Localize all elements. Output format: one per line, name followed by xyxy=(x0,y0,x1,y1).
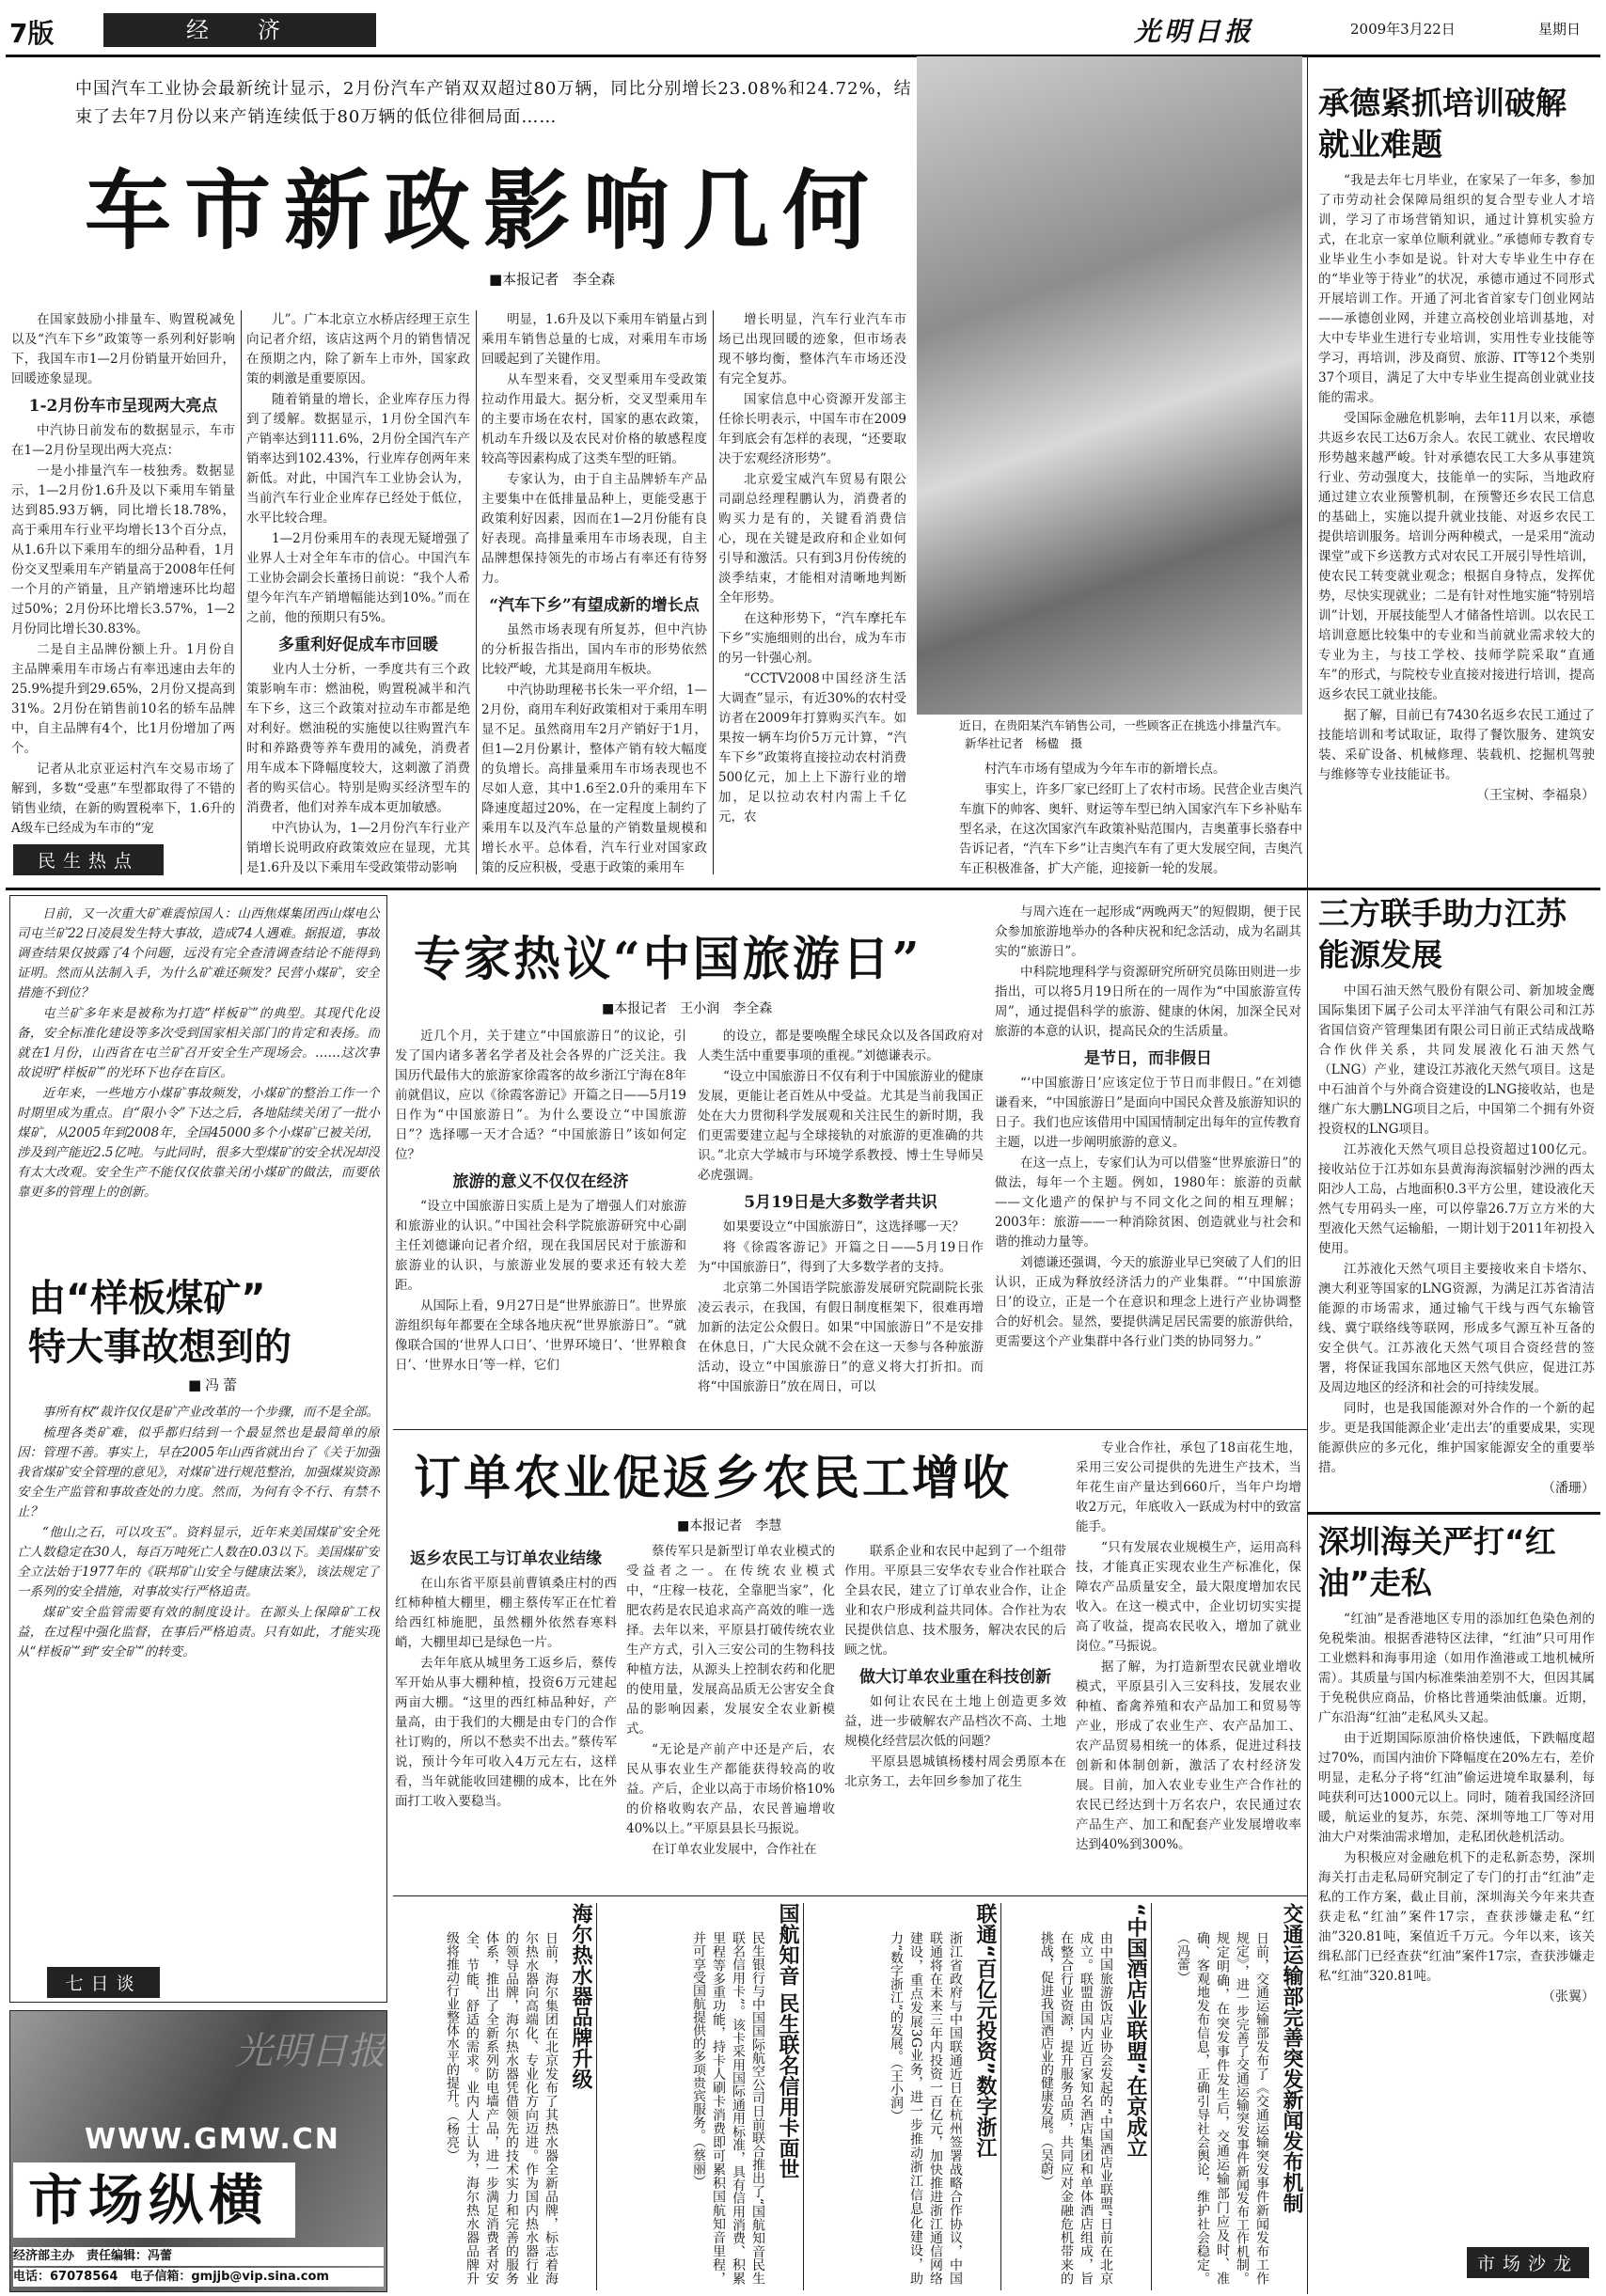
vertical-text: 日前，海尔集团在北京发布了其热水器全新品牌，标志着海尔热水器向高端化、专业化方向迈进。作为国内热水器行业的领导品牌，海尔热水器凭借领先的技术实力和完善的服务体系，推出了全新系列防电墙产品，进一步满足消费者对安全、节能、舒适的需求。业内人士认为，海尔热水器品牌升级将推动行业整体水平的提升。（杨亮） xyxy=(445,1931,559,2285)
paragraph: 事所有权“裁许仅仅是矿产业改革的一个步骤，而不是全部。 xyxy=(42,1405,379,1420)
paragraph: 去年年底从城里务工返乡后，蔡传军开始从事大棚种植，投资6万元建起两亩大棚。“这里的西红柿品种好，产量高，由于我们的大棚是由专门的合作社订购的，所以不愁卖不出去。”蔡传军说，预计今年可收入4万元左右，这样看，当年就能收回建棚的成本，比在外面打工收入要稳当。 xyxy=(395,1656,617,1809)
issue-weekday: 星期日 xyxy=(1538,21,1582,38)
paragraph: 将《徐霞客游记》开篇之日——5月19日作为“中国旅游日”，得到了大多数学者的支持。 xyxy=(698,1240,984,1275)
paragraph: “红油”是香港地区专用的添加红色染色剂的免税柴油。根据香港特区法律，“红油”只可用作工业燃料和海事用途（如用作渔港或工地机械所需）。其质量与国内标准柴油差别不大，但因其属于免税供应商品，价格比普通柴油低廉。近期，广东沿海“红油”走私风头又起。 xyxy=(1318,1612,1595,1725)
paragraph: 如果要设立“中国旅游日”，这选择哪一天？ xyxy=(723,1219,965,1234)
vertical-news-block-2 xyxy=(602,1903,799,2290)
paragraph: 中汽协日前发布的数据显示，车市在1—2月份呈现出两大亮点： xyxy=(11,423,235,458)
paragraph: 刘德谦还强调，今天的旅游业早已突破了人们的旧认识，正成为释放经济活力的产业集群。“‘中国旅游日’的设立，正是一个在意识和理念上进行产业协调整合的好机会。显然，要提供满足居民需要的旅游供给，更需要这个产业集群中各行业门类的协同努力。” xyxy=(995,1255,1301,1349)
paragraph: 江苏液化天然气项目主要接收来自卡塔尔、澳大利亚等国家的LNG资源，为满足江苏省清洁能源的市场需求，通过输气干线与西气东输管线、冀宁联络线等联网，形成多气源互补互备的安全供气。江苏液化天然气项目合资经营的签署，将保证我国东部地区天然气供应，促进江苏及周边地区的经济和社会的可持续发展。 xyxy=(1318,1262,1595,1395)
paragraph: 专家认为，由于自主品牌轿车产品主要集中在低排量品种上，更能受惠于政策利好因素，因而在1—2月份能有良好表现。高排量乘用车市场表现，自主品牌想保持领先的市场占有率还有待努力。 xyxy=(481,472,707,586)
subheading: 返乡农民工与订单农业结缘 xyxy=(410,1549,602,1568)
tourism-title: 专家热议“中国旅游日” xyxy=(414,931,922,986)
paragraph: 煤矿安全监管需要有效的制度设计。在源头上保障矿工权益，在过程中强化监督，在事后严格追责。只有如此，才能实现从“样板矿”到“安全矿”的转变。 xyxy=(17,1605,380,1659)
paragraph: “无论是产前产中还是产后，农民从事农业生产都能获得较高的收益。产后，企业以高于市场价格10%的价格收购农产品，农民普遍增收40%以上。”平原县县长马振说。 xyxy=(626,1742,835,1836)
byline: （张翼） xyxy=(1542,1989,1595,2005)
paragraph: 中国石油天然气股份有限公司、新加坡金鹰国际集团下属子公司太平洋油气有限公司和江苏省国信资产管理集团有限公司日前正式结成战略合作伙伴关系，共同发展液化石油天然气（LNG）产业，建设江苏液化天然气项目。这是中石油首个与外商合资建设的LNG接收站，也是继广东大鹏LNG项目之后，中国第二个拥有外资投资权的LNG项目。 xyxy=(1318,983,1595,1137)
farm-col-4 xyxy=(1076,1439,1301,1890)
chengde-title: 承德紧抓培训破解就业难题 xyxy=(1318,85,1567,163)
vertical-text: 日前，交通运输部发布了《交通运输突发事件新闻发布工作规定》，进一步完善了交通运输突发事件新闻发布工作机制。规定明确，在突发事件发生后，交通运输部门应及时、准确、客观地发布信息，正确引导社会舆论，维护社会稳定。（冯蕾） xyxy=(1175,1931,1269,2285)
paragraph: “设立中国旅游日实质上是为了增强人们对旅游和旅游业的认识。”中国社会科学院旅游研究中心副主任刘德谦向记者介绍，现在我国居民对于旅游和旅游业的认识，与旅游业发展的要求还有较大差距。 xyxy=(395,1199,686,1293)
tourism-col-2 xyxy=(698,1027,984,1422)
coal-body xyxy=(17,1403,380,1958)
paragraph: 从车型来看，交叉型乘用车受政策拉动作用最大。据分析，交叉型乘用车的主要市场在农村，国家的惠农政策，机动车升级以及农民对价格的敏感程度较高等因素构成了这类车型的旺销。 xyxy=(481,372,707,466)
paragraph: 在山东省平原县前曹镇桑庄村的西红柿种植大棚里，棚主蔡传军正在忙着给西红柿施肥，虽然棚外依然春寒料峭，大棚里却已是绿色一片。 xyxy=(395,1576,617,1650)
farm-col-1 xyxy=(395,1542,617,1890)
paragraph: 虽然市场表现有所复苏，但中汽协的分析报告指出，国内车市的形势依然比较严峻，尤其是商用车板块。 xyxy=(481,622,707,677)
section-label: 经 济 xyxy=(103,13,376,47)
vertical-news-block-1 xyxy=(395,1903,592,2290)
tourism-col-3 xyxy=(995,903,1301,1422)
paragraph: 在国家鼓励小排量车、购置税减免以及“汽车下乡”政策等一系列利好影响下，我国车市1—2月份销量开始回升，回暖迹象显现。 xyxy=(11,312,235,386)
paragraph: 据了解，为打造新型农民就业增收模式，平原县引入三安科技，发展农业种植、畜禽养殖和农产品加工和贸易等产业，形成了农业生产、农产品加工、农产品贸易相统一的体系，促进过科技创新和体制创新，激活了农村经济发展。目前，加入农业专业生产合作社的农民已经达到十万名农户，农民通过农产品生产、加工和配套产业发展增收率达到40%到300%。 xyxy=(1076,1659,1301,1852)
vertical-text: 民生银行与中国国际航空公司日前联合推出了“国航知音民生联名信用卡”。该卡采用国际通用标准，具有信用消费、积累里程等多重功能，持卡人刷卡消费即可累积国航知音里程，并可享受国航提供的多项贵宾服务。（蔡丽） xyxy=(691,1931,765,2285)
paragraph: 记者从北京亚运村汽车交易市场了解到，多数“受惠”车型都取得了不错的销售业绩，在新的购置税率下，1.6升的A级车已经成为车市的“宠 xyxy=(11,762,235,836)
paragraph: 由于近期国际原油价格快速低，下跌幅度超过70%，而国内油价下降幅度在20%左右，差价明显，走私分子将“红油”偷运进境牟取暴利，每吨获利可达1000元以上。同时，随着我国经济回暖，航运业的复苏，东莞、深圳等地工厂等对用油大户对柴油需求增加，走私团伙趁机活动。 xyxy=(1318,1731,1595,1845)
paragraph: 江苏液化天然气项目总投资超过100亿元。接收站位于江苏如东县黄海海滨辐射沙洲的西太阳沙人工岛，占地面积0.3平方公里，建设液化天然气专用码头一座，可以停靠26.7万立方米的大型液化天然气运输船，一期计划于2011年初投入使用。 xyxy=(1318,1142,1595,1256)
paragraph: 据了解，目前已有7430名返乡农民工通过了技能培训和考试取证，取得了餐饮服务、建筑安装、采矿设备、机械修理、装载机、挖掘机驾驶与维修等专业技能证书。 xyxy=(1318,708,1595,782)
lead-deck: 中国汽车工业协会最新统计显示，2月份汽车产销双双超过80万辆，同比分别增长23.08%和24.72%，结束了去年7月份以来产销连续低于80万辆的低位徘徊局面…… xyxy=(75,79,912,127)
shenzhen-body xyxy=(1318,1610,1595,2230)
paragraph: 明显，1.6升及以下乘用车销量占到乘用车销售总量的七成，对乘用车市场回暖起到了关键作用。 xyxy=(481,312,707,367)
market-box-overlay: 光明日报 xyxy=(235,2030,386,2073)
paragraph: “CCTV2008中国经济生活大调查”显示，有近30%的农村受访者在2009年打算购买汽车。如果按一辆车均价5万元计算，“汽车下乡”政策将直接拉动农村消费500亿元，加上上下游行业的增加，足以拉动农村内需上千亿元，农 xyxy=(718,671,906,825)
vertical-title: 国航知音 民生联名信用卡面世 xyxy=(776,1903,799,2179)
chengde-body xyxy=(1318,171,1595,882)
subheading: “汽车下乡”有望成新的增长点 xyxy=(489,596,700,615)
paragraph: 蔡传军只是新型订单农业模式的受益者之一。在传统农业模式中，“庄稼一枝花，全靠肥当家”，化肥农药是农民追求高产高效的唯一选择。去年以来，平原县打破传统农业生产方式，引入三安公司的生物科技种植方法，从源头上控制农药和化肥的使用量，发展高品质无公害安全食品的影响因素，发展安全农业新模式。 xyxy=(626,1544,835,1737)
paragraph: 与周六连在一起形成“两晚两天”的短假期，便于民众参加旅游地举办的各种庆祝和纪念活动，成为名副其实的“旅游日”。 xyxy=(995,904,1301,959)
paragraph: 国家信息中心资源开发部主任徐长明表示，中国车市在2009年到底会有怎样的表现，“还要取决于宏观经济形势”。 xyxy=(718,392,906,466)
subheading: 多重利好促成车市回暖 xyxy=(278,636,438,654)
caption-credit: 新华社记者 杨楹 摄 xyxy=(965,736,1083,750)
lead-col-4 xyxy=(718,310,906,874)
paragraph: “只有发展农业规模生产，运用高科技，才能真正实现农业生产标准化，保障农产品质量安全，最大限度增加农民收入。在这一模式中，企业切切实实提高了收益，提高农民收入，增加了就业岗位。”马振说。 xyxy=(1076,1540,1301,1654)
farm-title: 订单农业促返乡农民工增收 xyxy=(414,1450,1012,1505)
paragraph: “‘中国旅游日’应该定位于节日而非假日。”在刘德谦看来，“中国旅游日”是面向中国民众普及旅游知识的日子。我们也应该借用中国国情制定出每年的宣传教育主题，以进一步阐明旅游的意义。 xyxy=(995,1076,1301,1150)
paragraph: 村汽车市场有望成为今年车市的新增长点。 xyxy=(984,762,1226,777)
paragraph: 随着销量的增长，企业库存压力得到了缓解。数据显示，1月份全国汽车产销率达到111.6%，2月份全国汽车产销率达到102.43%，行业库存创两年来新低。对此，中国汽车工业协会认为，当前汽车行业企业库存已经处于低位，水平比较合理。 xyxy=(246,392,470,526)
subheading: 做大订单农业重在科技创新 xyxy=(859,1668,1051,1687)
tourism-byline: ■本报记者 王小润 李全森 xyxy=(602,1001,773,1016)
masthead xyxy=(6,4,1600,55)
coal-title-1: 由“样板煤矿” xyxy=(28,1277,266,1320)
farm-col-3 xyxy=(844,1542,1066,1890)
paragraph: 如何让农民在土地上创造更多效益，进一步破解农产品档次不高、土地规模化经营层次低的问题？ xyxy=(844,1694,1066,1749)
vertical-text: 由中国旅游饭店业协会发起的“中国酒店业联盟”日前在北京成立。联盟由国内近百家知名酒店集团和单体酒店组成，旨在整合行业资源，提升服务品质，共同应对金融危机带来的挑战，促进我国酒店业的健康发展。（吴蔚） xyxy=(1039,1931,1113,2285)
jiangsu-title: 三方联手助力江苏能源发展 xyxy=(1318,895,1567,973)
paragraph: 业内人士分析，一季度共有三个政策影响车市：燃油税，购置税减半和汽车下乡，这三个政策对拉动车市都是绝对利好。燃油税的实施使以往购置汽车时和养路费等养车费用的减免，消费者用车成本下降幅度较大，这刺激了消费者的购买信心。特别是购买经济型车的消费者，他们对养车成本更加敏感。 xyxy=(246,662,470,815)
lead-col-5 xyxy=(959,760,1302,876)
editor-line: 经济部主办 责任编辑：冯蕾 xyxy=(13,2247,384,2266)
contact-line: 电话：67078564 电子信箱：gmjjb@vip.sina.com xyxy=(13,2268,384,2287)
paragraph: 为积极应对金融危机下的走私新态势，深圳海关打击走私局研究制定了专门的打击“红油”走私的工作方案，截止目前，深圳海关今年来共查获走私“红油”案件17宗，查获涉嫌走私“红油”320.81吨，案值近千万元。今年以来，该关缉私部门已经查获“红油”案件17宗，查获涉嫌走私“红油”320.81吨。 xyxy=(1318,1850,1595,1984)
paragraph: 增长明显，汽车行业汽车市场已出现回暖的迹象，但市场表现不够均衡，整体汽车市场还没有完全复苏。 xyxy=(718,312,906,386)
vertical-title: 海尔热水器品牌升级 xyxy=(569,1903,592,2089)
tag-market-salon: 市场沙龙 xyxy=(1467,2247,1589,2278)
vertical-news-block-5 xyxy=(1157,1903,1303,2290)
paragraph: 中汽协助理秘书长朱一平介绍，1—2月份，商用车利好政策相对于乘用车明显不足。虽然商用车2月产销好于1月，但1—2月份累计，整体产销有较大幅度的负增长。高排量乘用车市场表现也不尽如人意，其中1.6至2.0升的乘用车下降速度超过20%，在一定程度上制约了乘用车以及汽车总量的产销数量规模和增长水平。总体看，汽车行业对国家政策的反应积极，受惠于政策的乘用车 xyxy=(481,683,707,874)
tourism-col-1 xyxy=(395,1027,686,1422)
vertical-news-block-4 xyxy=(1006,1903,1147,2290)
byline: （王宝树、李福泉） xyxy=(1476,788,1595,803)
paragraph: 梳理各类矿难，似乎都归结到一个最显然也是最简单的原因：管理不善。事实上，早在2005年山西省就出台了《关于加强我省煤矿安全管理的意见》，对煤矿进行规范整治，加强煤炭资源安全生产监管和事故查处的力度。然而，为何有令不行、有禁不止？ xyxy=(17,1425,380,1519)
paragraph: 同时，也是我国能源对外合作的一个新的起步。更是我国能源企业‘走出去’的重要成果，实现能源供应的多元化，维护国家能源安全的重要举措。 xyxy=(1318,1401,1595,1475)
paragraph: “我是去年七月毕业，在家呆了一年多，参加了市劳动社会保障局组织的复合型专业人才培训，学习了市场营销知识，通过计算机实验方式，在北京一家单位顺利就业。”承德师专教育专业毕业生小李如是说。针对大专毕业生中存在的“毕业等于待业”的状况，承德市通过不同形式开展培训工作。开通了河北省首家专门创业网站——承德创业网，并建立高校创业培训基地，对大中专毕业生进行专业培训，实用性专业技能等学习，再培训，涉及商贸、旅游、IT等12个类别37个项目，满足了大中专毕业生提高创业就业技能的需求。 xyxy=(1318,173,1595,405)
paper-name: 光明日报 xyxy=(1134,16,1255,47)
coal-title-2: 特大事故想到的 xyxy=(28,1326,291,1369)
photo-caption xyxy=(959,716,1302,752)
vertical-news-block-3 xyxy=(809,1903,997,2290)
vertical-text: 浙江省政府与中国联通近日在杭州签署战略合作协议，中国联通将在未来三年内投资一百亿元，加快推进浙江通信网络建设，重点发展3G业务，进一步推动浙江信息化建设，助力“数字浙江”的发展。（王小润） xyxy=(889,1931,963,2285)
lead-byline: ■本报记者 李全森 xyxy=(489,271,616,288)
paragraph: 中科院地理科学与资源研究所研究员陈田则进一步指出，可以将5月19日所在的一周作为“中国旅游宣传周”，通过提倡科学的旅游、健康的休闲，加深全民对旅游的本意的认识，提高民众的生活质量。 xyxy=(995,965,1301,1039)
paragraph: 受国际金融危机影响，去年11月以来，承德共返乡农民工达6万余人。农民工就业、农民增收形势越来越严峻。针对承德农民工大多从事建筑行业、劳动强度大，技能单一的实际，当地政府通过建立农业预警机制，在预警还乡农民工信息的基础上，实施以提升就业技能、对返乡农民工提供培训服务。培训分两种模式，一是采用“流动课堂”或下乡送教方式对农民工开展引导性培训，使农民工转变就业观念；根据自身特点，发挥优势，尽快实现就业；二是有针对性地实施“特别培训”计划，开展技能型人才储备性培训。以农民工培训意愿比较集中的专业和当前就业需求较大的专业为主，与技工学校、技师学院采取“直通车”的形式，与院校专业直接对接进行培训，提高返乡农民工就业技能。 xyxy=(1318,411,1595,702)
paragraph: 在订单农业发展中，合作社在 xyxy=(652,1842,817,1857)
paragraph: 专业合作社，承包了18亩花生地，采用三安公司提供的先进生产技术，当年花生亩产量达到660斤，当年户均增收2万元，年底收入一跃成为村中的致富能手。 xyxy=(1076,1440,1301,1534)
paragraph: 从国际上看，9月27日是“世界旅游日”。世界旅游组织每年都要在全球各地庆祝“世界旅游日”。“就像联合国的‘世界人口日’、‘世界环境日’、‘世界粮食日’、‘世界水日’等一样，它们 xyxy=(395,1298,686,1373)
tag-qiriTan: 七日谈 xyxy=(47,1967,160,1998)
coal-intro xyxy=(17,904,380,1271)
paragraph: “他山之石，可以攻玉”。资料显示，近年来美国煤矿安全死亡人数稳定在30人，每百万吨死亡人数在0.03以下。美国煤矿安全立法始于1977年的《联邦矿山安全与健康法案》，该法规定了一系列的安全措施，对事故实行严格追责。 xyxy=(17,1525,380,1599)
paragraph: 北京爱宝威汽车贸易有限公司副总经理程鹏认为，消费者的购买力是有的，关键看消费信心，现在关键是政府和企业如何引导和激活。只有到3月份传统的淡季结束，才能相对清晰地判断全年形势。 xyxy=(718,472,906,605)
subheading: 5月19日是大多数学者共识 xyxy=(744,1193,937,1212)
vertical-title: “中国酒店业联盟”在京成立 xyxy=(1124,1903,1147,2158)
lead-title: 车市新政影响几何 xyxy=(85,161,883,261)
paragraph: 联系企业和农民中起到了一个组带作用。平原县三安华农专业合作社联合全县农民，建立了订单农业合作，让企业和农户形成利益共同体。合作社为农民提供信息、技术服务，解决农民的后顾之忧。 xyxy=(844,1544,1066,1658)
paragraph: 日前，又一次重大矿难震惊国人：山西焦煤集团西山煤电公司屯兰矿22日凌晨发生特大事故，造成74人遇难。据报道，事故调查结果仅披露了4个问题，远没有完全查清调查结论不能得到证明。然而从法制入手，为什么矿难还频发？民营小煤矿，安全措施不到位？ xyxy=(17,906,380,1000)
paragraph: 事实上，许多厂家已经盯上了农村市场。民营企业吉奥汽车旗下的帅客、奥轩、财运等车型已纳入国家汽车下乡补贴车型名录，在这次国家汽车政策补贴范围内，吉奥董事长骆春中告诉记者，“汽车下乡”让吉奥汽车有了更大发展空间，吉奥汽车正积极准备，扩大产能，迎接新一轮的发展。 xyxy=(959,782,1302,876)
issue-date: 2009年3月22日 xyxy=(1350,21,1456,38)
page-number: 7版 xyxy=(9,18,55,49)
paragraph: 在这一点上，专家们认为可以借鉴“世界旅游日”的做法，每年一个主题。例如，1980年：旅游的贡献——文化遗产的保护与不同文化之间的相互理解；2003年：旅游——一种消除贫困、创造就业与社会和谐的推动力量等。 xyxy=(995,1156,1301,1250)
shenzhen-title: 深圳海关严打“红油”走私 xyxy=(1318,1523,1556,1601)
subheading: 旅游的意义不仅仅在经济 xyxy=(452,1172,629,1191)
vertical-title: 联通“百亿元投资”数字浙江 xyxy=(973,1903,997,2158)
subheading: 是节日，而非假日 xyxy=(1084,1049,1212,1068)
paragraph: “设立中国旅游日不仅有利于中国旅游业的健康发展，更能让老百姓从中受益。尤其是当前我国正处在大力贯彻科学发展观和关注民生的新时期，我们更需要建立起与全球接轨的对旅游的更准确的共识。”北京大学城市与环境学系教授、博士生导师吴必虎强调。 xyxy=(698,1069,984,1183)
tag-minsheng: 民生热点 xyxy=(13,844,164,875)
lead-col-1 xyxy=(11,310,235,874)
paragraph: 的设立，都是要唤醒全球民众以及各国政府对人类生活中重要事项的重视。”刘德谦表示。 xyxy=(698,1029,984,1063)
paragraph: 中汽协认为，1—2月份汽车行业产销增长说明政府政策效应在显现，尤其是1.6升及以下乘用车受政策带动影响 xyxy=(246,821,470,874)
paragraph: 二是自主品牌份额上升。1月份自主品牌乘用车市场占有率迅速由去年的25.9%提升到29.65%，2月份又提高到31%。2月份在销售前10名的轿车品牌中，自主品牌有4个，比1月份增加了两个。 xyxy=(11,642,235,756)
paragraph: 北京第二外国语学院旅游发展研究院副院长张凌云表示，在我国，有假日制度框架下，很难再增加新的法定公众假日。如果“中国旅游日”不是安排在休息日，广大民众就不会在这一天参与各种旅游活动，设立“中国旅游日”的意义将大打折扣。而将“中国旅游日”放在周日，可以 xyxy=(698,1281,984,1394)
paragraph: 1—2月份乘用车的表现无疑增强了业界人士对全年车市的信心。中国汽车工业协会副会长董扬日前说：“我个人希望今年汽车产销增幅能达到10%。”而在之前，他的预期只有5%。 xyxy=(246,531,470,625)
caption-text: 近日，在贵阳某汽车销售公司，一些顾客正在挑选小排量汽车。 xyxy=(959,718,1289,732)
paragraph: 近年来，一些地方小煤矿事故频发，小煤矿的整治工作一个时期里成为重点。自“限小令”下达之后，各地陆续关闭了一批小煤矿，从2005年到2008年，全国45000多个小煤矿已被关闭，涉及到产能近2.5亿吨。与此同时，很多大型煤矿的安全状况却没有太大改观。安全生产不能仅仅依靠关闭小煤矿的做法，而要依靠更多的管理上的创新。 xyxy=(17,1086,380,1200)
subheading: 1-2月份车市呈现两大亮点 xyxy=(28,397,218,416)
farm-byline: ■本报记者 李慧 xyxy=(677,1518,782,1533)
paragraph: 近几个月，关于建立“中国旅游日”的议论，引发了国内诸多著名学者及社会各界的广泛关注。我国历代最伟大的旅游家徐霞客的故乡浙江宁海在8年前就倡议，应以《徐霞客游记》开篇之日——5月19日作为“中国旅游日”。为什么要设立“中国旅游日”？选择哪一天才合适？“中国旅游日”该如何定位？ xyxy=(395,1029,686,1162)
paragraph: 平原县恩城镇杨楼村周会勇原本在北京务工，去年回乡参加了花生 xyxy=(844,1754,1066,1789)
lead-photo xyxy=(917,56,1302,715)
paragraph: 儿”。广本北京立水桥店经理王京生向记者介绍，该店这两个月的销售情况在预期之内，除了新车上市外，国家政策的刺激是重要原因。 xyxy=(246,312,470,386)
lead-col-2 xyxy=(246,310,470,874)
lead-col-3 xyxy=(481,310,707,874)
paragraph: 一是小排量汽车一枝独秀。数据显示，1—2月份1.6升及以下乘用车销量达到85.93万辆，同比增长18.78%，高于乘用车行业平均增长13个百分点，从1.6升以下乘用车的细分品种看，1月份交叉型乘用车产销量高于2008年任何一个月的产销量，且产销增速环比均超过50%；2月份环比增长3.57%，1—2月份同比增长30.83%。 xyxy=(11,464,235,637)
paragraph: 屯兰矿多年来是被称为打造“样板矿”的典型。其现代化设备，安全标准化建设等多次受到国家相关部门的肯定和表扬。而就在1月份，山西省在屯兰矿召开安全生产现场会。……这次事故说明“样板矿”的光环下也存在盲区。 xyxy=(17,1006,380,1080)
market-title: 市场纵横 xyxy=(28,2168,270,2232)
farm-col-2 xyxy=(626,1542,835,1890)
website-label[interactable]: WWW.GMW.CN xyxy=(85,2123,340,2156)
jiangsu-body xyxy=(1318,982,1595,1504)
coal-byline: ■冯蕾 xyxy=(188,1376,242,1393)
byline: （潘珊） xyxy=(1542,1481,1595,1496)
vertical-title: 交通运输部完善突发新闻发布机制 xyxy=(1280,1903,1303,2213)
paragraph: 在这种形势下，“汽车摩托车下乡”实施细则的出台，成为车市的另一针强心剂。 xyxy=(718,611,906,666)
